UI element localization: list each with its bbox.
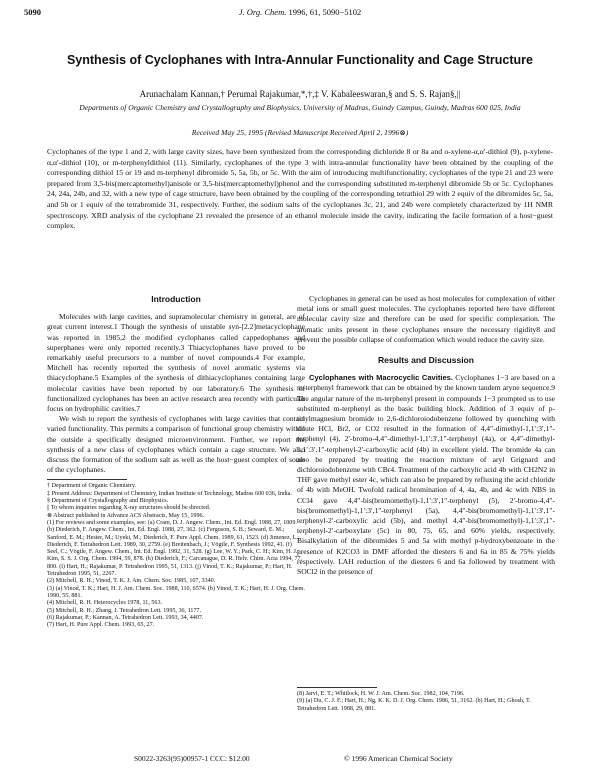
footnote: || To whom inquiries regarding X-ray structures should be directed. (47, 505, 211, 512)
abstract: Cyclophanes of the type 1 and 2, with large cavity sizes, have been synthesized from the corresponding dichloride 8 or 8a and o-xylene-α,α′-dithiol (9), p-xylene-α,α′-dithiol (10), or m-terphenyldithiol (11). Similarly, cyclophanes of the type 3 with intra-annular functionality have been obtained by the coupling of the corresponding dithiol 15 or 19 and m-terphenyl dibromide 5, 5a, 5b, or 5c. With the aim of introducing multifunctionality, cyclophanes of the type 21 and 23 were prepared from 3,5-bis(mercaptomethyl)anisole or 3,5-bis(mercaptomethyl)phenol and the corresponding substituted m-terphenyl dibromide 5b or 5c. Cyclophanes 24, 24a, 24b, and 32, with a new type of cage structure, have been obtained by the coupling of the corresponding tetrathiol 29 with 2 equiv of the dibromides 5c, 5a, and 5b or 1 equiv of the tetrabromide 31, respectively. Further, the sodium salts of the cyclophanes 3c, 21, and 24b were completely characterized by 1H NMR spectroscopy. XRD analysis of the cyclophane 21 revealed the presence of an ethanol molecule inside the cavity, indicating the facile formation of a host−guest complex. (47, 147, 553, 231)
footnote: (8) Jarvi, E. T.; Whitlock, H. W. J. Am. Chem. Soc. 1982, 104, 7196. (297, 691, 465, 697)
journal-citation (24, 7, 576, 17)
footnote: ⊗ Abstract published in Advance ACS Abstracts, May 15, 1996. (47, 512, 205, 519)
page-number: 5090 (24, 7, 41, 17)
results-heading: Results and Discussion (378, 355, 474, 366)
introduction-heading: Introduction (151, 294, 201, 304)
footnote: (4) Mitchell, R. H. Heterocycles 1978, 11, 563. (47, 600, 163, 607)
journal-volume: 1996, 61, 5090−5102 (288, 7, 362, 17)
intro-paragraph-1: Molecules with large cavities, and supramolecular chemistry in general, are of great current interest.1 Though the synthesis of unstable syn-[2.2]metacyclophane was reported in 1985,2 the modified cyclophanes called cappedophanes and superphanes were only reported recently.3 Thiacyclophanes have proved to be remarkably useful precursors to a number of novel compounds.4 For example, Mitchell has recently reported the synthesis of novel aromatic systems via thiacyclophane.5 Examples of the synthesis of dithiacyclophanes containing large molecular cavities have been reported by our laboratory.6 The synthesis of functionalized cyclophanes has been an active research area recently with particular focus on hydrophilic cavities.7 (47, 312, 305, 414)
footnote-divider (297, 687, 377, 688)
footnote: (1) For reviews and some examples, see: (a) Cram, D. J. Angew. Chem., Int. Ed. Engl. 1988, 27, 1009. (b) Diederich, F. Angew. Chem., Int. Ed. Engl. 1988, 27, 362. (c) Ferguson, S. B.; Seward, E. M.; Sanford, E. M.; Hester, M.; Uyeki, M.; Diederich, F. Pure Appl. Chem. 1989, 61, 1523. (d) Jimenez, L.; Diederich, F. Tetrahedron Lett. 1989, 30, 2759. (e) Breitenbach, J.; Vögtle, F. Synthesis 1992, 41. (f) Seel, C.; Vögtle, F. Angew. Chem., Int. Ed. Engl. 1992, 31, 528. (g) Lee, W. Y.; Park, C. H.; Kim, H. J.; Kim, S. S. J. Org. Chem. 1994, 59, 878. (h) Diederich, F.; Carcanague, D. R. Helv. Chim. Acta 1994, 77, 800. (i) Hart, H.; Rajakumar, P. Tetrahedron 1995, 51, 1313. (j) Vinod, T. K.; Rajakumar, P.; Hart, H. Tetrahedron 1995, 51, 2267. (47, 519, 303, 578)
footnote: ‡ Present Address: Department of Chemistry, Indian Institute of Technology, Madras 600 036, India. (47, 490, 292, 497)
footnotes-right (297, 687, 555, 713)
footnote: (9) (a) Du, C. J. F.; Hart, H.; Ng, K. K. D. J. Org. Chem. 1986, 51, 3162. (b) Hart, H.; Ghosh, T. Tetrahedron Lett. 1988, 29, 881. (297, 698, 531, 712)
authors: Arunachalam Kannan,† Perumal Rajakumar,*,†,‡ V. Kabaleeswaran,§ and S. S. Rajan§,|| (139, 89, 461, 99)
right-column (297, 294, 555, 577)
footnote: (6) Rajakumar, P.; Kannan, A. Tetrahedron Lett. 1993, 34, 4407. (47, 614, 204, 621)
footnote: § Department of Crystallography and Biophysics. (47, 498, 169, 505)
section-subheading: Cyclophanes with Macrocyclic Cavities. (309, 373, 453, 383)
footnote: † Department of Organic Chemistry. (47, 483, 137, 490)
footnote: (3) (a) Vinod, T. K.; Hart, H. J. Am. Chem. Soc. 1988, 110, 6574. (b) Vinod, T. K.; Hart, H. J. Org. Chem. 1990, 55, 881. (47, 585, 305, 599)
footnote-divider (47, 479, 127, 480)
affiliation: Departments of Organic Chemistry and Crystallography and Biophysics, University of Madras, Guindy Campus, Guindy, Madras 600 025, India (79, 103, 521, 112)
page-footer (24, 754, 576, 764)
intro-paragraph-2: We wish to report the synthesis of cyclophanes with large cavities that contain varied functionality. This permits a comparison of functional group chemistry within the outside a specifically designed microenvironment. Further, we report the synthesis of a new class of cyclophanes which contain a cage structure. We also discuss the formation of the sodium salt as well as the host−guest complex of some of the cyclophanes. (47, 414, 305, 475)
results-text: Cyclophanes 1−3 are based on a m-terphenyl framework that can be obtained by the known tandem aryne sequence.9 The angular nature of the m-terphenyl present in compounds 1−3 prompted us to use substituted m-terphenyl as the basic building block. Addition of 3 equiv of p-tolylmagnesium bromide to 2,6-dichloroiodobenzene followed by quenching with dilute HCl, Br2, or CO2 resulted in the formation of 4,4″-dimethyl-1,1′:3′,1″-terphenyl (4), 2′-bromo-4,4″-dimethyl-1,1′:3′,1″-terphenyl (4a), or 4,4″-dimethyl-1,1′:3′,1″-terphenyl-2′-carboxylic acid (4b) in excellent yield. The bromide 4a can also be prepared by treating the reaction mixture of aryl Grignard and dichloroiodobenzene with CBr4. Treatment of the carboxylic acid 4b with CH2N2 in THF gave methyl ester 4c, which can also be prepared by refluxing the acid chloride of 4b with MeOH. Twofold radical bromination of 4, 4a, 4b, and 4c with NBS in CCl4 gave 4,4″-bis(bromomethyl)-1,1′:3′,1″-terphenyl (5), 2′-bromo-4,4″-bis(bromomethyl)-1,1′:3′,1″-terphenyl (5a), 4,4″-bis(bromomethyl)-1,1′:3′,1″-terphenyl-2′-carboxylic acid (5b), and methyl 4,4″-bis(bromomethyl)-1,1′:3′,1″-terphenyl-2′-carboxylate (5c) in 80, 75, 65, and 60% yields, respectively. Bisalkylation of the dibromides 5 and 5a with methyl p-hydroxybenzoate in the presence of K2CO3 in DMF afforded the diesters 6 and 6a in 85 & 75% yields respectively. LAH reduction of the diesters 6 and 6a followed by treatment with SOCl2 in the presence of (297, 373, 556, 577)
journal-name: J. Org. Chem. (238, 7, 287, 17)
article-title: Synthesis of Cyclophanes with Intra-Annular Functionality and Cage Structure (66, 53, 534, 67)
copyright: © 1996 American Chemical Society (344, 754, 453, 763)
footnote: (2) Mitchell, R. H.; Vinod, T. K. J. Am. Chem. Soc. 1985, 107, 3340. (47, 578, 216, 585)
article-code: S0022-3263(95)00957-1 CCC: $12.00 (134, 754, 250, 763)
footnotes-left (47, 483, 305, 629)
right-paragraph-1: Cyclophanes in general can be used as host molecules for complexation of either metal ions or small guest molecules. The cyclophanes reported here have different molecular cavity size and therefore can be used for specific complexation. The aromatic units present in these cyclophanes ensure the necessary rigidity8 and prevent the possible collapse of conformation which would reduce the cavity size. (297, 294, 555, 344)
received-date: Received May 25, 1995 (Revised Manuscript Received April 2, 1996⊗) (191, 128, 409, 137)
page-header (24, 7, 576, 19)
right-paragraph-2 (297, 373, 555, 577)
footnote: (7) Hart, H. Pure Appl. Chem. 1993, 65, 27. (47, 622, 155, 629)
left-column (47, 294, 305, 629)
footnote: (5) Mitchell, R. H.; Zhang, J. Tetrahedron Lett. 1995, 36, 1177. (47, 607, 202, 614)
